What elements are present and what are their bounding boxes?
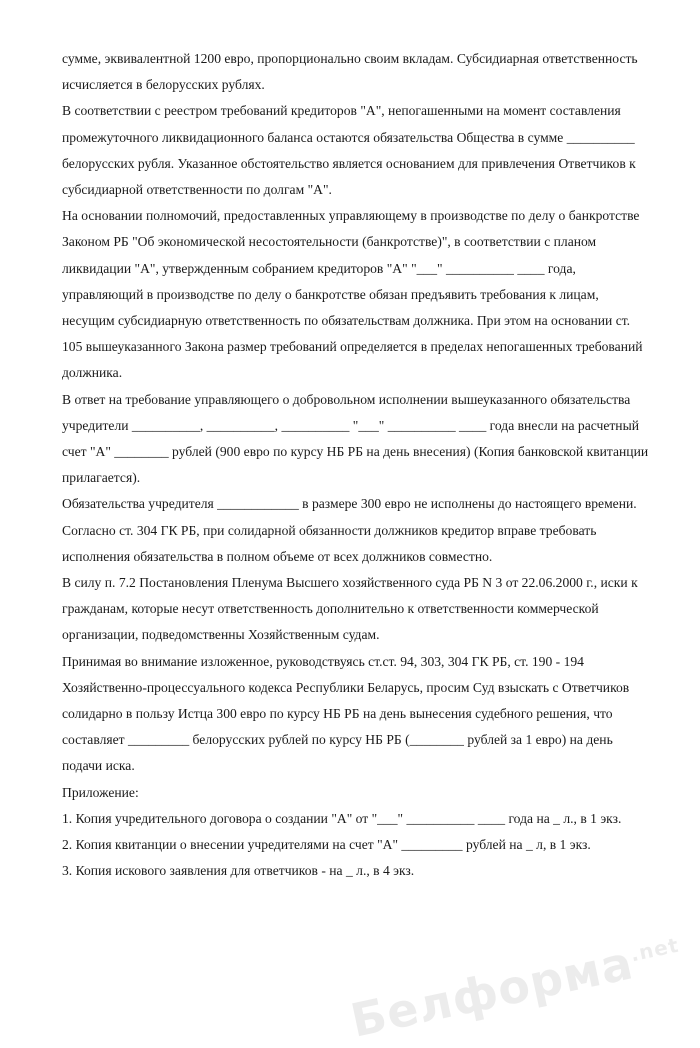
text-line: учредители __________, __________, __________ "___" __________ ____ года внесли на расчетный — [62, 417, 639, 433]
document-body — [62, 46, 662, 885]
text-line: должника. — [62, 365, 123, 381]
paragraph-2 — [62, 98, 662, 203]
text-line: организации, подведомственны Хозяйственным судам. — [62, 627, 380, 643]
text-line: сумме, эквивалентной 1200 евро, пропорционально своим вкладам. Субсидиарная ответственность — [62, 51, 638, 66]
watermark-text: Белформа — [346, 935, 639, 1048]
text-line: солидарно в пользу Истца 300 евро по курсу НБ РБ на день вынесения судебного решения, что — [62, 706, 613, 722]
text-line: Согласно ст. 304 ГК РБ, при солидарной обязанности должников кредитор вправе требовать — [62, 522, 597, 538]
paragraph-8 — [62, 649, 662, 780]
text-line: несущим субсидиарную ответственность по обязательствам должника. При этом на основании ст. — [62, 313, 631, 329]
paragraph-3 — [62, 203, 662, 386]
appendix-item: 1. Копия учредительного договора о создании "А" от "___" __________ ____ года на _ л., в 1 экз. — [62, 810, 622, 826]
text-line: ликвидации "А", утвержденным собранием кредиторов "А" "___" __________ ____ года, — [62, 260, 576, 276]
appendix-item: 2. Копия квитанции о внесении учредителями на счет "А" _________ рублей на _ л, в 1 экз. — [62, 837, 591, 853]
text-line: Принимая во внимание изложенное, руководствуясь ст.ст. 94, 303, 304 ГК РБ, ст. 190 - 194 — [62, 653, 584, 669]
text-line: исчисляется в белорусских рублях. — [62, 77, 265, 93]
paragraph-7 — [62, 570, 662, 649]
text-line: управляющий в производстве по делу о банкротстве обязан предъявить требования к лицам, — [62, 286, 599, 302]
text-line: Хозяйственно-процессуального кодекса Республики Беларусь, просим Суд взыскать с Ответчиков — [62, 679, 630, 695]
text-line: прилагается). — [62, 470, 141, 486]
text-line: Законом РБ "Об экономической несостоятельности (банкротстве)", в соответствии с планом — [62, 234, 597, 250]
appendix — [62, 780, 662, 885]
appendix-item: 3. Копия искового заявления для ответчиков - на _ л., в 4 экз. — [62, 863, 415, 879]
text-line: субсидиарной ответственности по долгам "А". — [62, 182, 332, 198]
text-line: составляет _________ белорусских рублей по курсу НБ РБ (________ рублей за 1 евро) на день — [62, 732, 613, 748]
text-line: белорусских рубля. Указанное обстоятельство является основанием для привлечения Ответчиков к — [62, 155, 636, 171]
text-line: подачи иска. — [62, 758, 135, 774]
text-line: В силу п. 7.2 Постановления Пленума Высшего хозяйственного суда РБ N 3 от 22.06.2000 г., иски к — [62, 575, 638, 591]
text-line: В ответ на требование управляющего о добровольном исполнении вышеуказанного обязательства — [62, 391, 631, 407]
appendix-title: Приложение: — [62, 784, 139, 800]
text-line: На основании полномочий, предоставленных управляющему в производстве по делу о банкротстве — [62, 208, 640, 224]
paragraph-1 — [62, 46, 662, 98]
text-line: счет "А" ________ рублей (900 евро по курсу НБ РБ на день внесения) (Копия банковской квитанции — [62, 444, 649, 460]
watermark-suffix: .net — [628, 932, 682, 967]
text-line: гражданам, которые несут ответственность дополнительно к ответственности коммерческой — [62, 601, 599, 617]
paragraph-5 — [62, 491, 662, 517]
paragraph-4 — [62, 387, 662, 492]
paragraph-6 — [62, 518, 662, 570]
text-line: 105 вышеуказанного Закона размер требований определяется в пределах непогашенных требований — [62, 339, 643, 355]
text-line: исполнения обязательства в полном объеме от всех должников совместно. — [62, 548, 493, 564]
watermark-logo — [346, 925, 686, 1048]
text-line: промежуточного ликвидационного баланса остаются обязательства Общества в сумме __________ — [62, 129, 635, 145]
text-line: В соответствии с реестром требований кредиторов "А", непогашенными на момент составления — [62, 103, 621, 119]
text-line: Обязательства учредителя ____________ в размере 300 евро не исполнены до настоящего времени. — [62, 496, 637, 512]
